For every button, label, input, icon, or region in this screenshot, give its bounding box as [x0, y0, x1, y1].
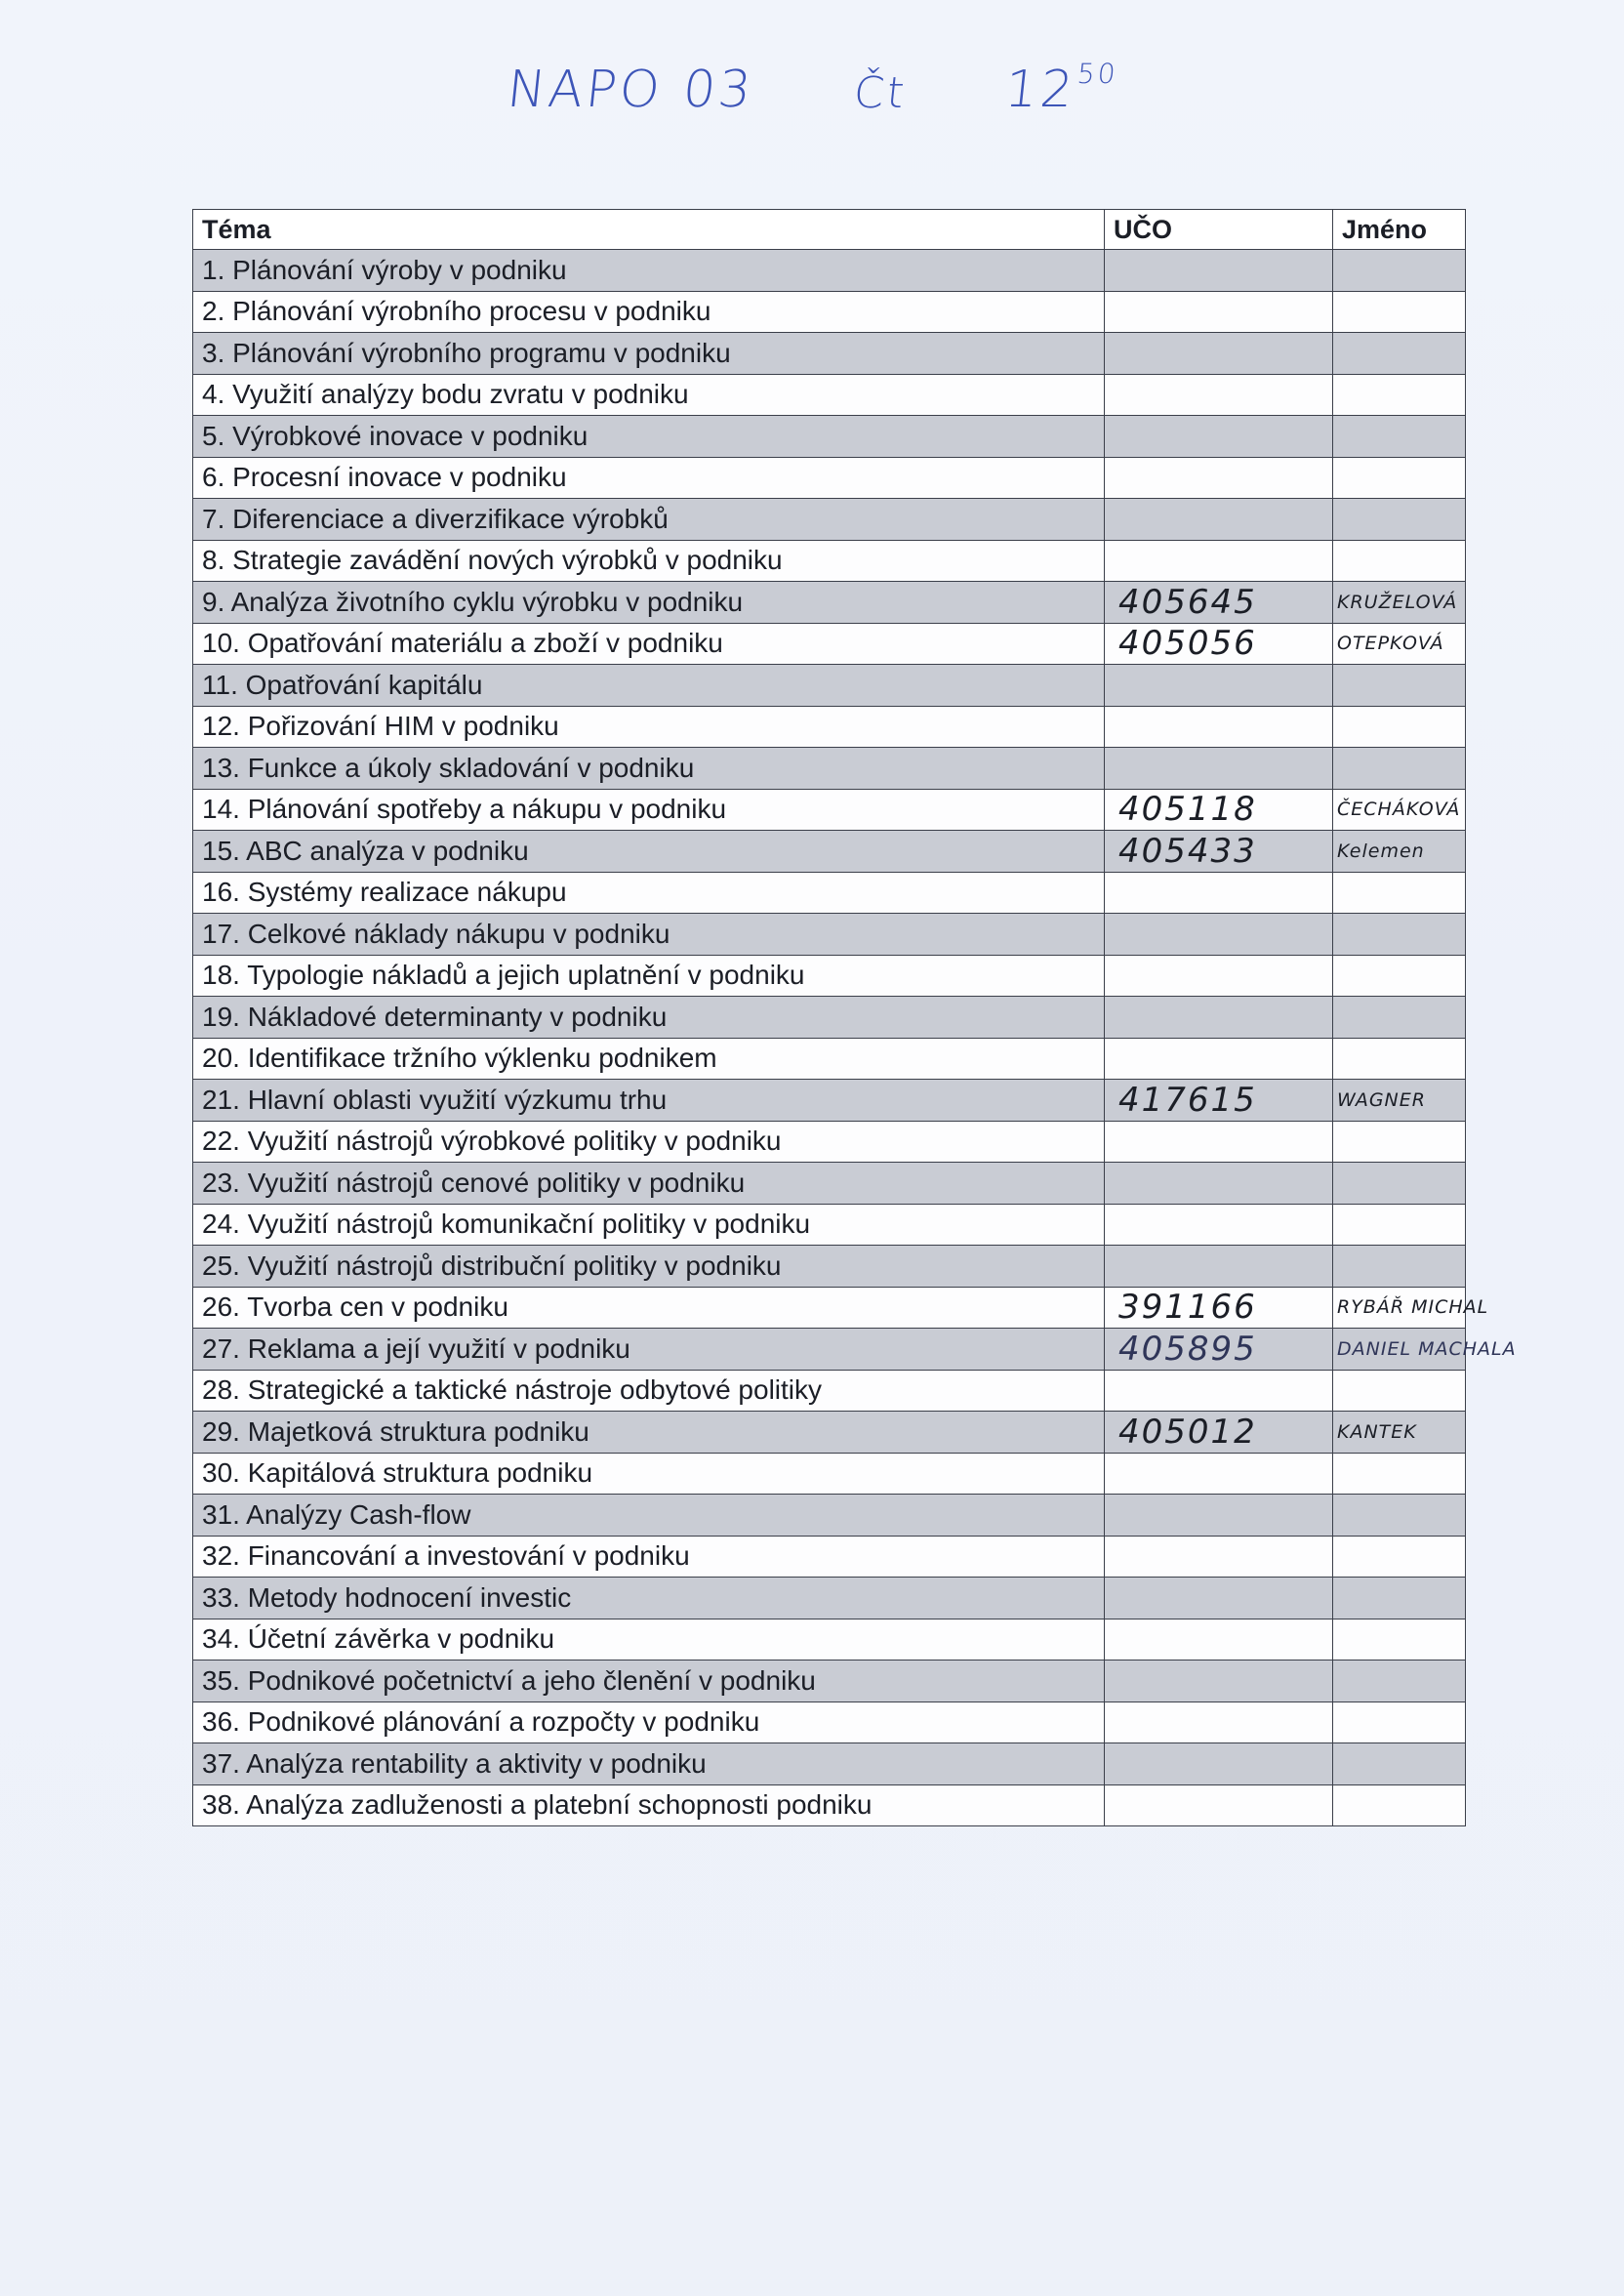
topic-cell: 22. Využití nástrojů výrobkové politiky v podniku — [193, 1121, 1105, 1163]
topic-cell: 3. Plánování výrobního programu v podniku — [193, 333, 1105, 375]
uco-cell: 405012 — [1105, 1412, 1333, 1454]
topic-cell: 19. Nákladové determinanty v podniku — [193, 997, 1105, 1039]
topic-cell: 1. Plánování výroby v podniku — [193, 250, 1105, 292]
name-cell — [1333, 1660, 1466, 1702]
name-cell — [1333, 1743, 1466, 1785]
table-row — [193, 1204, 1466, 1246]
table-row — [193, 457, 1466, 499]
table-row — [193, 291, 1466, 333]
table-row — [193, 623, 1466, 665]
uco-cell: 405645 — [1105, 582, 1333, 624]
topic-cell: 8. Strategie zavádění nových výrobků v podniku — [193, 540, 1105, 582]
name-cell — [1333, 1204, 1466, 1246]
table-row — [193, 706, 1466, 748]
topic-cell: 29. Majetková struktura podniku — [193, 1412, 1105, 1454]
uco-cell — [1105, 374, 1333, 416]
name-cell — [1333, 1453, 1466, 1495]
name-cell — [1333, 1163, 1466, 1205]
table-row — [193, 665, 1466, 707]
table-row — [193, 1536, 1466, 1578]
uco-cell: 391166 — [1105, 1287, 1333, 1329]
table-row — [193, 997, 1466, 1039]
uco-cell — [1105, 1204, 1333, 1246]
table-header-row — [193, 210, 1466, 250]
column-header-name: Jméno — [1333, 210, 1466, 250]
topic-table-body — [193, 250, 1517, 1826]
name-cell — [1333, 333, 1466, 375]
topic-cell: 28. Strategické a taktické nástroje odbytové politiky — [193, 1370, 1105, 1412]
name-cell — [1333, 914, 1466, 956]
name-cell — [1333, 416, 1466, 458]
uco-cell — [1105, 872, 1333, 914]
name-cell — [1333, 457, 1466, 499]
uco-cell — [1105, 748, 1333, 790]
handwritten-header — [504, 57, 1191, 139]
topic-cell: 31. Analýzy Cash-flow — [193, 1495, 1105, 1537]
table-row — [193, 1702, 1466, 1743]
topic-cell: 37. Analýza rentability a aktivity v podniku — [193, 1743, 1105, 1785]
handwritten-time-hour: 12 — [1001, 61, 1079, 119]
handwritten-seminar-number: 03 — [679, 61, 757, 119]
name-cell: RYBÁŘ MICHAL — [1333, 1287, 1466, 1329]
uco-cell: 405433 — [1105, 831, 1333, 873]
name-cell: OTEPKOVÁ — [1333, 623, 1466, 665]
table-row — [193, 1163, 1466, 1205]
name-cell — [1333, 748, 1466, 790]
topic-cell: 30. Kapitálová struktura podniku — [193, 1453, 1105, 1495]
table-row — [193, 1743, 1466, 1785]
name-cell: KRUŽELOVÁ — [1333, 582, 1466, 624]
name-cell — [1333, 706, 1466, 748]
uco-cell — [1105, 1121, 1333, 1163]
name-cell — [1333, 1038, 1466, 1080]
topic-cell: 33. Metody hodnocení investic — [193, 1578, 1105, 1620]
table-row — [193, 789, 1466, 831]
uco-cell — [1105, 1163, 1333, 1205]
topic-cell: 5. Výrobkové inovace v podniku — [193, 416, 1105, 458]
handwritten-day: Čt — [851, 68, 910, 118]
name-cell: Kelemen — [1333, 831, 1466, 873]
table-row — [193, 872, 1466, 914]
uco-cell — [1105, 540, 1333, 582]
name-cell — [1333, 1702, 1466, 1743]
topic-cell: 38. Analýza zadluženosti a platební schopnosti podniku — [193, 1784, 1105, 1826]
uco-cell — [1105, 1743, 1333, 1785]
topic-cell: 7. Diferenciace a diverzifikace výrobků — [193, 499, 1105, 541]
name-cell: KANTEK — [1333, 1412, 1466, 1454]
table-row — [193, 1495, 1466, 1537]
table-row — [193, 1412, 1466, 1454]
table-row — [193, 1121, 1466, 1163]
name-cell — [1333, 1578, 1466, 1620]
topic-cell: 36. Podnikové plánování a rozpočty v podniku — [193, 1702, 1105, 1743]
name-cell — [1333, 1536, 1466, 1578]
uco-cell — [1105, 250, 1333, 292]
uco-cell — [1105, 1578, 1333, 1620]
table-row — [193, 1453, 1466, 1495]
table-row — [193, 416, 1466, 458]
uco-cell — [1105, 1453, 1333, 1495]
table-row — [193, 499, 1466, 541]
topic-cell: 18. Typologie nákladů a jejich uplatnění v podniku — [193, 955, 1105, 997]
name-cell — [1333, 1495, 1466, 1537]
name-cell: ČECHÁKOVÁ — [1333, 789, 1466, 831]
topic-cell: 17. Celkové náklady nákupu v podniku — [193, 914, 1105, 956]
topic-cell: 4. Využití analýzy bodu zvratu v podniku — [193, 374, 1105, 416]
name-cell — [1333, 1246, 1466, 1288]
topic-cell: 21. Hlavní oblasti využití výzkumu trhu — [193, 1080, 1105, 1122]
uco-cell — [1105, 1246, 1333, 1288]
uco-cell: 405056 — [1105, 623, 1333, 665]
name-cell — [1333, 1370, 1466, 1412]
uco-cell — [1105, 914, 1333, 956]
uco-cell — [1105, 1038, 1333, 1080]
name-cell — [1333, 955, 1466, 997]
table-row — [193, 1329, 1466, 1371]
topic-cell: 14. Plánování spotřeby a nákupu v podniku — [193, 789, 1105, 831]
topic-cell: 34. Účetní závěrka v podniku — [193, 1619, 1105, 1660]
name-cell — [1333, 1784, 1466, 1826]
table-row — [193, 582, 1466, 624]
name-cell: DANIEL MACHALA — [1333, 1329, 1466, 1371]
table-row — [193, 1784, 1466, 1826]
uco-cell — [1105, 955, 1333, 997]
table-row — [193, 1660, 1466, 1702]
topic-cell: 10. Opatřování materiálu a zboží v podniku — [193, 623, 1105, 665]
table-row — [193, 955, 1466, 997]
name-cell — [1333, 250, 1466, 292]
name-cell — [1333, 997, 1466, 1039]
table-row — [193, 1619, 1466, 1660]
handwritten-course-code: NAPO — [504, 61, 666, 119]
table-row — [193, 333, 1466, 375]
uco-cell: 405895 — [1105, 1329, 1333, 1371]
uco-cell — [1105, 1660, 1333, 1702]
topic-cell: 15. ABC analýza v podniku — [193, 831, 1105, 873]
uco-cell — [1105, 997, 1333, 1039]
uco-cell: 417615 — [1105, 1080, 1333, 1122]
name-cell: WAGNER — [1333, 1080, 1466, 1122]
topic-cell: 6. Procesní inovace v podniku — [193, 457, 1105, 499]
topic-cell: 13. Funkce a úkoly skladování v podniku — [193, 748, 1105, 790]
topic-cell: 24. Využití nástrojů komunikační politiky v podniku — [193, 1204, 1105, 1246]
uco-cell — [1105, 1702, 1333, 1743]
column-header-uco: UČO — [1105, 210, 1333, 250]
uco-cell — [1105, 665, 1333, 707]
topic-cell: 12. Pořizování HIM v podniku — [193, 706, 1105, 748]
topic-cell: 27. Reklama a její využití v podniku — [193, 1329, 1105, 1371]
uco-cell — [1105, 499, 1333, 541]
table-row — [193, 748, 1466, 790]
uco-cell — [1105, 1495, 1333, 1537]
uco-cell — [1105, 706, 1333, 748]
topic-cell: 26. Tvorba cen v podniku — [193, 1287, 1105, 1329]
table-row — [193, 1246, 1466, 1288]
uco-cell: 405118 — [1105, 789, 1333, 831]
column-header-topic: Téma — [193, 210, 1105, 250]
name-cell — [1333, 665, 1466, 707]
table-row — [193, 1080, 1466, 1122]
table-row — [193, 1578, 1466, 1620]
topic-table — [192, 209, 1517, 1826]
topic-cell: 23. Využití nástrojů cenové politiky v podniku — [193, 1163, 1105, 1205]
table-row — [193, 540, 1466, 582]
table-row — [193, 250, 1466, 292]
name-cell — [1333, 872, 1466, 914]
table-row — [193, 831, 1466, 873]
handwritten-time — [1001, 57, 1120, 119]
uco-cell — [1105, 416, 1333, 458]
topic-cell: 20. Identifikace tržního výklenku podnikem — [193, 1038, 1105, 1080]
name-cell — [1333, 1121, 1466, 1163]
table-row — [193, 914, 1466, 956]
table-row — [193, 1370, 1466, 1412]
name-cell — [1333, 374, 1466, 416]
uco-cell — [1105, 457, 1333, 499]
uco-cell — [1105, 1784, 1333, 1826]
topic-cell: 35. Podnikové početnictví a jeho členění v podniku — [193, 1660, 1105, 1702]
uco-cell — [1105, 1536, 1333, 1578]
table-row — [193, 1038, 1466, 1080]
handwritten-time-minute: 50 — [1076, 57, 1120, 90]
topic-cell: 16. Systémy realizace nákupu — [193, 872, 1105, 914]
table-row — [193, 374, 1466, 416]
topic-cell: 25. Využití nástrojů distribuční politiky v podniku — [193, 1246, 1105, 1288]
name-cell — [1333, 540, 1466, 582]
topic-cell: 11. Opatřování kapitálu — [193, 665, 1105, 707]
topic-cell: 32. Financování a investování v podniku — [193, 1536, 1105, 1578]
name-cell — [1333, 499, 1466, 541]
uco-cell — [1105, 1619, 1333, 1660]
topic-cell: 9. Analýza životního cyklu výrobku v podniku — [193, 582, 1105, 624]
table-row — [193, 1287, 1466, 1329]
name-cell — [1333, 291, 1466, 333]
uco-cell — [1105, 333, 1333, 375]
uco-cell — [1105, 1370, 1333, 1412]
name-cell — [1333, 1619, 1466, 1660]
topic-cell: 2. Plánování výrobního procesu v podniku — [193, 291, 1105, 333]
uco-cell — [1105, 291, 1333, 333]
